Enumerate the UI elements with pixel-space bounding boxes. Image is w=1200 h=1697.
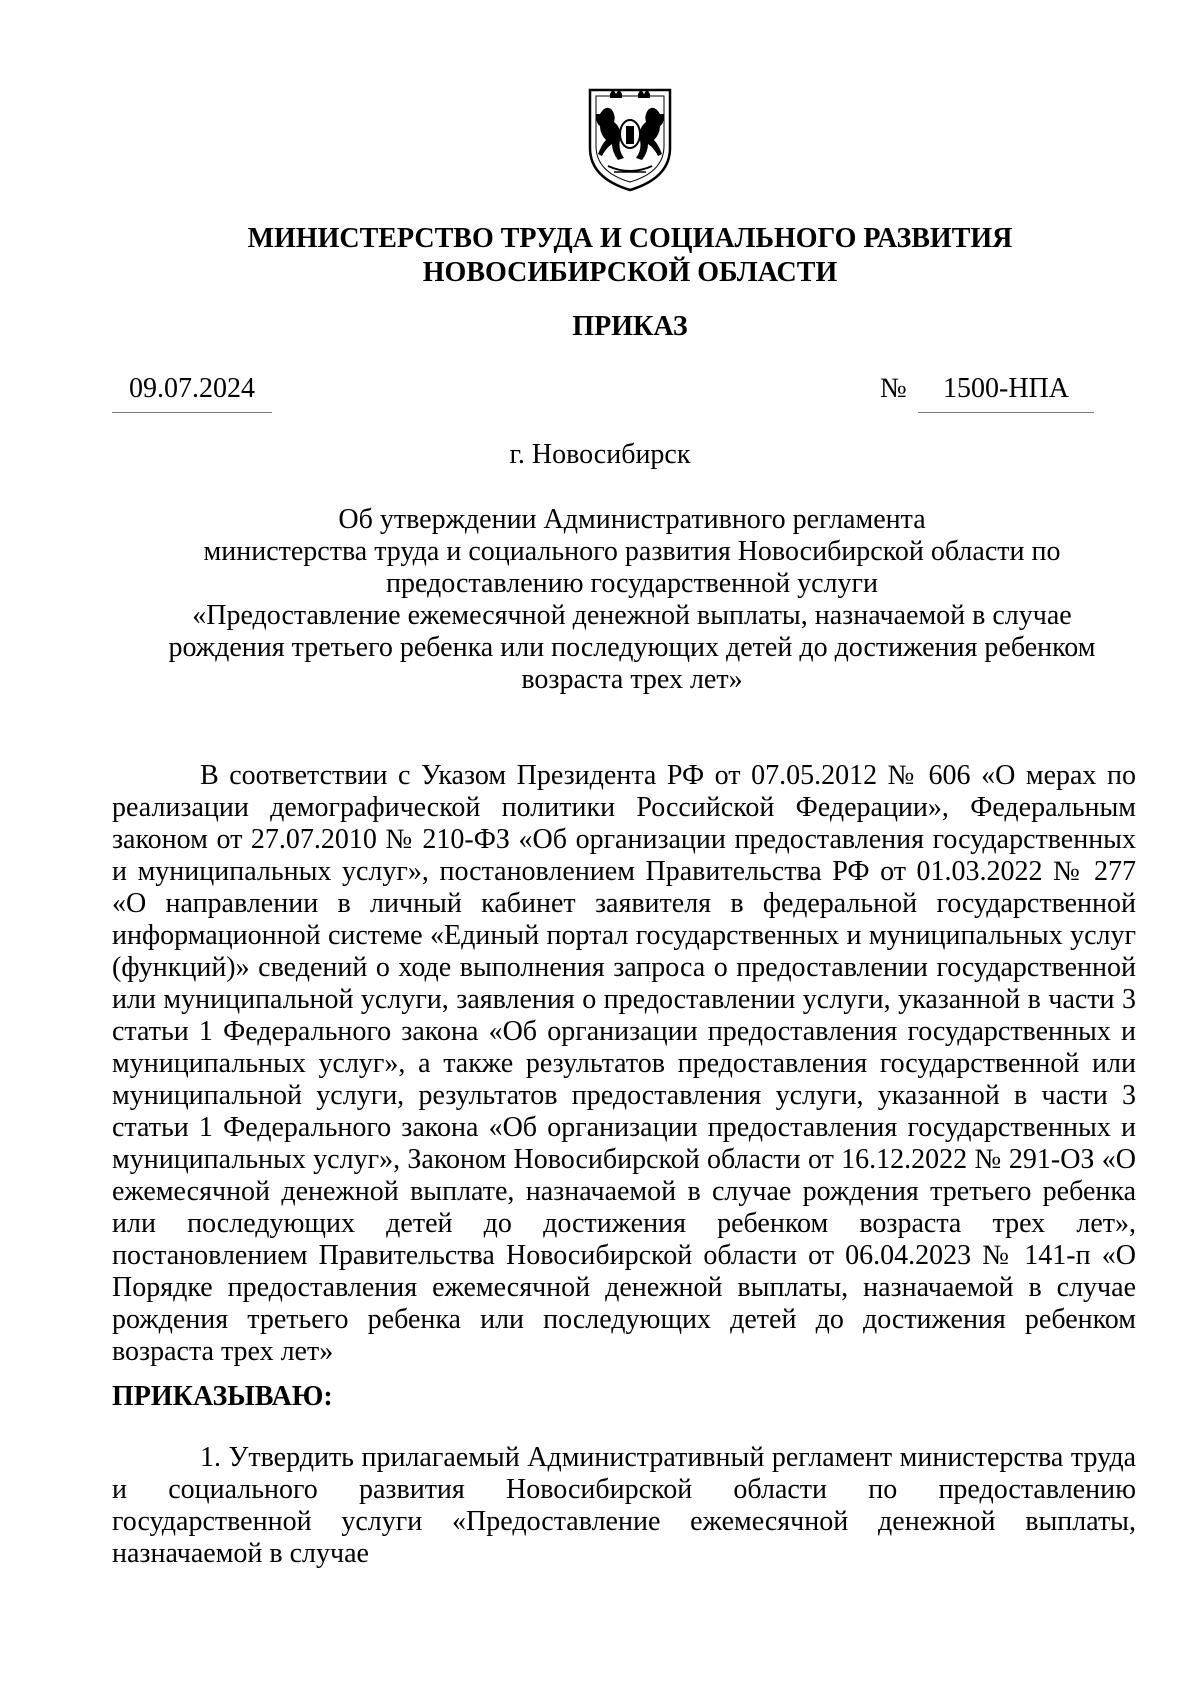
subject-line: рождения третьего ребенка или последующих детей до достижения ребенком bbox=[168, 632, 1096, 663]
subject-line: «Предоставление ежемесячной денежной выплаты, назначаемой в случае bbox=[192, 600, 1072, 631]
order-date: 09.07.2024 bbox=[112, 372, 272, 413]
subject-line: предоставлению государственной услуги bbox=[386, 568, 878, 599]
ministry-name-line1: МИНИСТЕРСТВО ТРУДА И СОЦИАЛЬНОГО РАЗВИТИЯ bbox=[247, 223, 1013, 254]
decree-word: ПРИКАЗЫВАЮ: bbox=[112, 1381, 333, 1412]
preamble-paragraph: В соответствии с Указом Президента РФ от 07.05.2012 № 606 «О мерах по реализации демографической политики Российской Федерации», Федеральным законом от 27.07.2010 № 210-ФЗ «Об организации предоставления государственных и муниципальных услуг», постановлением Правительства РФ от 01.03.2022 № 277 «О направлении в личный кабинет заявителя в федеральной государственной информационной системе «Единый портал государственных и муниципальных услуг (функций)» сведений о ходе выполнения запроса о предоставлении государственной или муниципальной услуги, заявления о предоставлении услуги, указанной в части 3 статьи 1 Федерального закона «Об организации предоставления государственных и муниципальных услуг», а также результатов предоставления государственной или муниципальной услуги, результатов предоставления услуги, указанной в части 3 статьи 1 Федерального закона «Об организации предоставления государственных и муниципальных услуг», Законом Новосибирской области от 16.12.2022 № 291-ОЗ «О ежемесячной денежной выплате, назначаемой в случае рождения третьего ребенка или последующих детей до достижения ребенком возраста трех лет», постановлением Правительства Новосибирской области от 06.04.2023 № 141-п «О Порядке предоставления ежемесячной денежной выплаты, назначаемой в случае рождения третьего ребенка или последующих детей до достижения ребенком возраста трех лет» bbox=[112, 760, 1136, 1367]
subject-line: возраста трех лет» bbox=[521, 664, 743, 695]
ministry-name-line2: НОВОСИБИРСКОЙ ОБЛАСТИ bbox=[422, 257, 838, 288]
coat-of-arms-icon bbox=[586, 86, 674, 194]
item-1-paragraph: 1. Утвердить прилагаемый Административный регламент министерства труда и социального развития Новосибирской области по предоставлению государственной услуги «Предоставление ежемесячной денежной выплаты, назначаемой в случае bbox=[112, 1442, 1136, 1569]
subject-line: министерства труда и социального развития Новосибирской области по bbox=[203, 536, 1061, 567]
number-sign: № bbox=[880, 373, 907, 404]
order-number: 1500-НПА bbox=[918, 372, 1094, 413]
subject-line: Об утверждении Административного регламента bbox=[338, 504, 926, 535]
city: г. Новосибирск bbox=[509, 439, 691, 470]
document-type: ПРИКАЗ bbox=[572, 311, 688, 342]
order-subject bbox=[112, 504, 1152, 696]
